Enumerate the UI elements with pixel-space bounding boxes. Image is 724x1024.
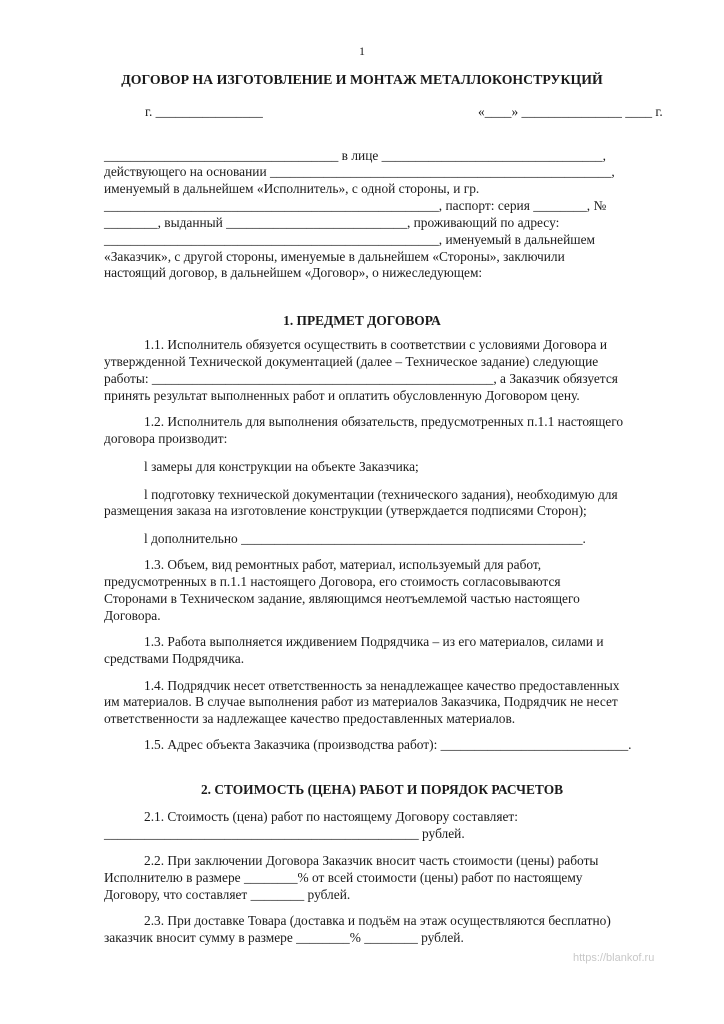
preamble-line: __________________________________________________, именуемый в дальнейшем <box>104 232 595 247</box>
clause-line: утвержденной Технической документацией (далее – Техническое задание) следующие <box>104 354 599 369</box>
clause-line: средствами Подрядчика. <box>104 651 245 666</box>
clause-line: 2.2. При заключении Договора Заказчик вносит часть стоимости (цены) работы <box>144 853 599 868</box>
clause-line: Исполнителю в размере ________% от всей стоимости (цены) работ по настоящему <box>104 870 583 885</box>
preamble-line: ___________________________________ в лице _________________________________, <box>104 148 606 163</box>
preamble-line: действующего на основании ___________________________________________________, <box>104 164 615 179</box>
clause-line: заказчик вносит сумму в размере ________% ________ рублей. <box>104 930 464 945</box>
preamble-line: именуемый в дальнейшем «Исполнитель», с одной стороны, и гр. <box>104 181 480 196</box>
document-title: ДОГОВОР НА ИЗГОТОВЛЕНИЕ И МОНТАЖ МЕТАЛЛОКОНСТРУКЦИЙ <box>121 72 603 87</box>
preamble-line: __________________________________________________, паспорт: серия ________, № <box>104 198 607 213</box>
clause-line: 1.5. Адрес объекта Заказчика (производства работ): ____________________________. <box>144 737 632 752</box>
clause-line: предусмотренных в п.1.1 настоящего Договора, его стоимость согласовываются <box>104 574 561 589</box>
clause-line: _______________________________________________ рублей. <box>104 826 465 841</box>
clause-line: ответственности за надлежащее качество предоставленных материалов. <box>104 711 516 726</box>
list-item: l подготовку технической документации (технического задания), необходимую для <box>144 487 618 502</box>
clause-line: 1.3. Работа выполняется иждивением Подрядчика – из его материалов, силами и <box>144 634 604 649</box>
clause-line: 1.3. Объем, вид ремонтных работ, материал, используемый для работ, <box>144 557 542 572</box>
preamble-line: настоящий договор, в дальнейшем «Договор», о нижеследующем: <box>104 265 483 280</box>
clause-line: Сторонами в Техническом задание, являющимся неотъемлемой частью настоящего <box>104 591 580 606</box>
list-item: l дополнительно ___________________________________________________. <box>144 531 586 546</box>
clause-line: договора производит: <box>104 431 228 446</box>
clause-line: им материалов. В случае выполнения работ из материалов Заказчика, Подрядчик не несет <box>104 694 618 709</box>
clause-line: 2.1. Стоимость (цена) работ по настоящему Договору составляет: <box>144 809 518 824</box>
clause-line: принять результат выполненных работ и оплатить обусловленную Договором цену. <box>104 388 580 403</box>
section-2-heading: 2. СТОИМОСТЬ (ЦЕНА) РАБОТ И ПОРЯДОК РАСЧЕТОВ <box>200 782 564 797</box>
clause-line: 1.2. Исполнитель для выполнения обязательств, предусмотренных п.1.1 настоящего <box>144 414 624 429</box>
watermark: https://blankof.ru <box>573 952 655 964</box>
contract-place: г. ________________ <box>145 104 263 119</box>
clause-line: размещения заказа на изготовление конструкции (утверждается подписями Сторон); <box>104 503 587 518</box>
clause-line: 2.3. При доставке Товара (доставка и подъём на этаж осуществляются бесплатно) <box>144 913 611 928</box>
clause-line: работы: ___________________________________________________, а Заказчик обязуется <box>104 371 618 386</box>
clause-line: Договора. <box>104 608 161 623</box>
clause-line: 1.4. Подрядчик несет ответственность за ненадлежащее качество предоставленных <box>144 678 620 693</box>
preamble-line: ________, выданный ___________________________, проживающий по адресу: <box>104 215 560 230</box>
clause-line: 1.1. Исполнитель обязуется осуществить в соответствии с условиями Договора и <box>144 337 608 352</box>
contract-date: «____» _______________ ____ г. <box>478 104 663 119</box>
list-item: l замеры для конструкции на объекте Заказчика; <box>144 459 419 474</box>
preamble-line: «Заказчик», с другой стороны, именуемые в дальнейшем «Стороны», заключили <box>104 249 565 264</box>
section-1-heading: 1. ПРЕДМЕТ ДОГОВОРА <box>283 313 441 328</box>
page-number: 1 <box>359 44 365 58</box>
clause-line: Договору, что составляет ________ рублей. <box>104 887 351 902</box>
